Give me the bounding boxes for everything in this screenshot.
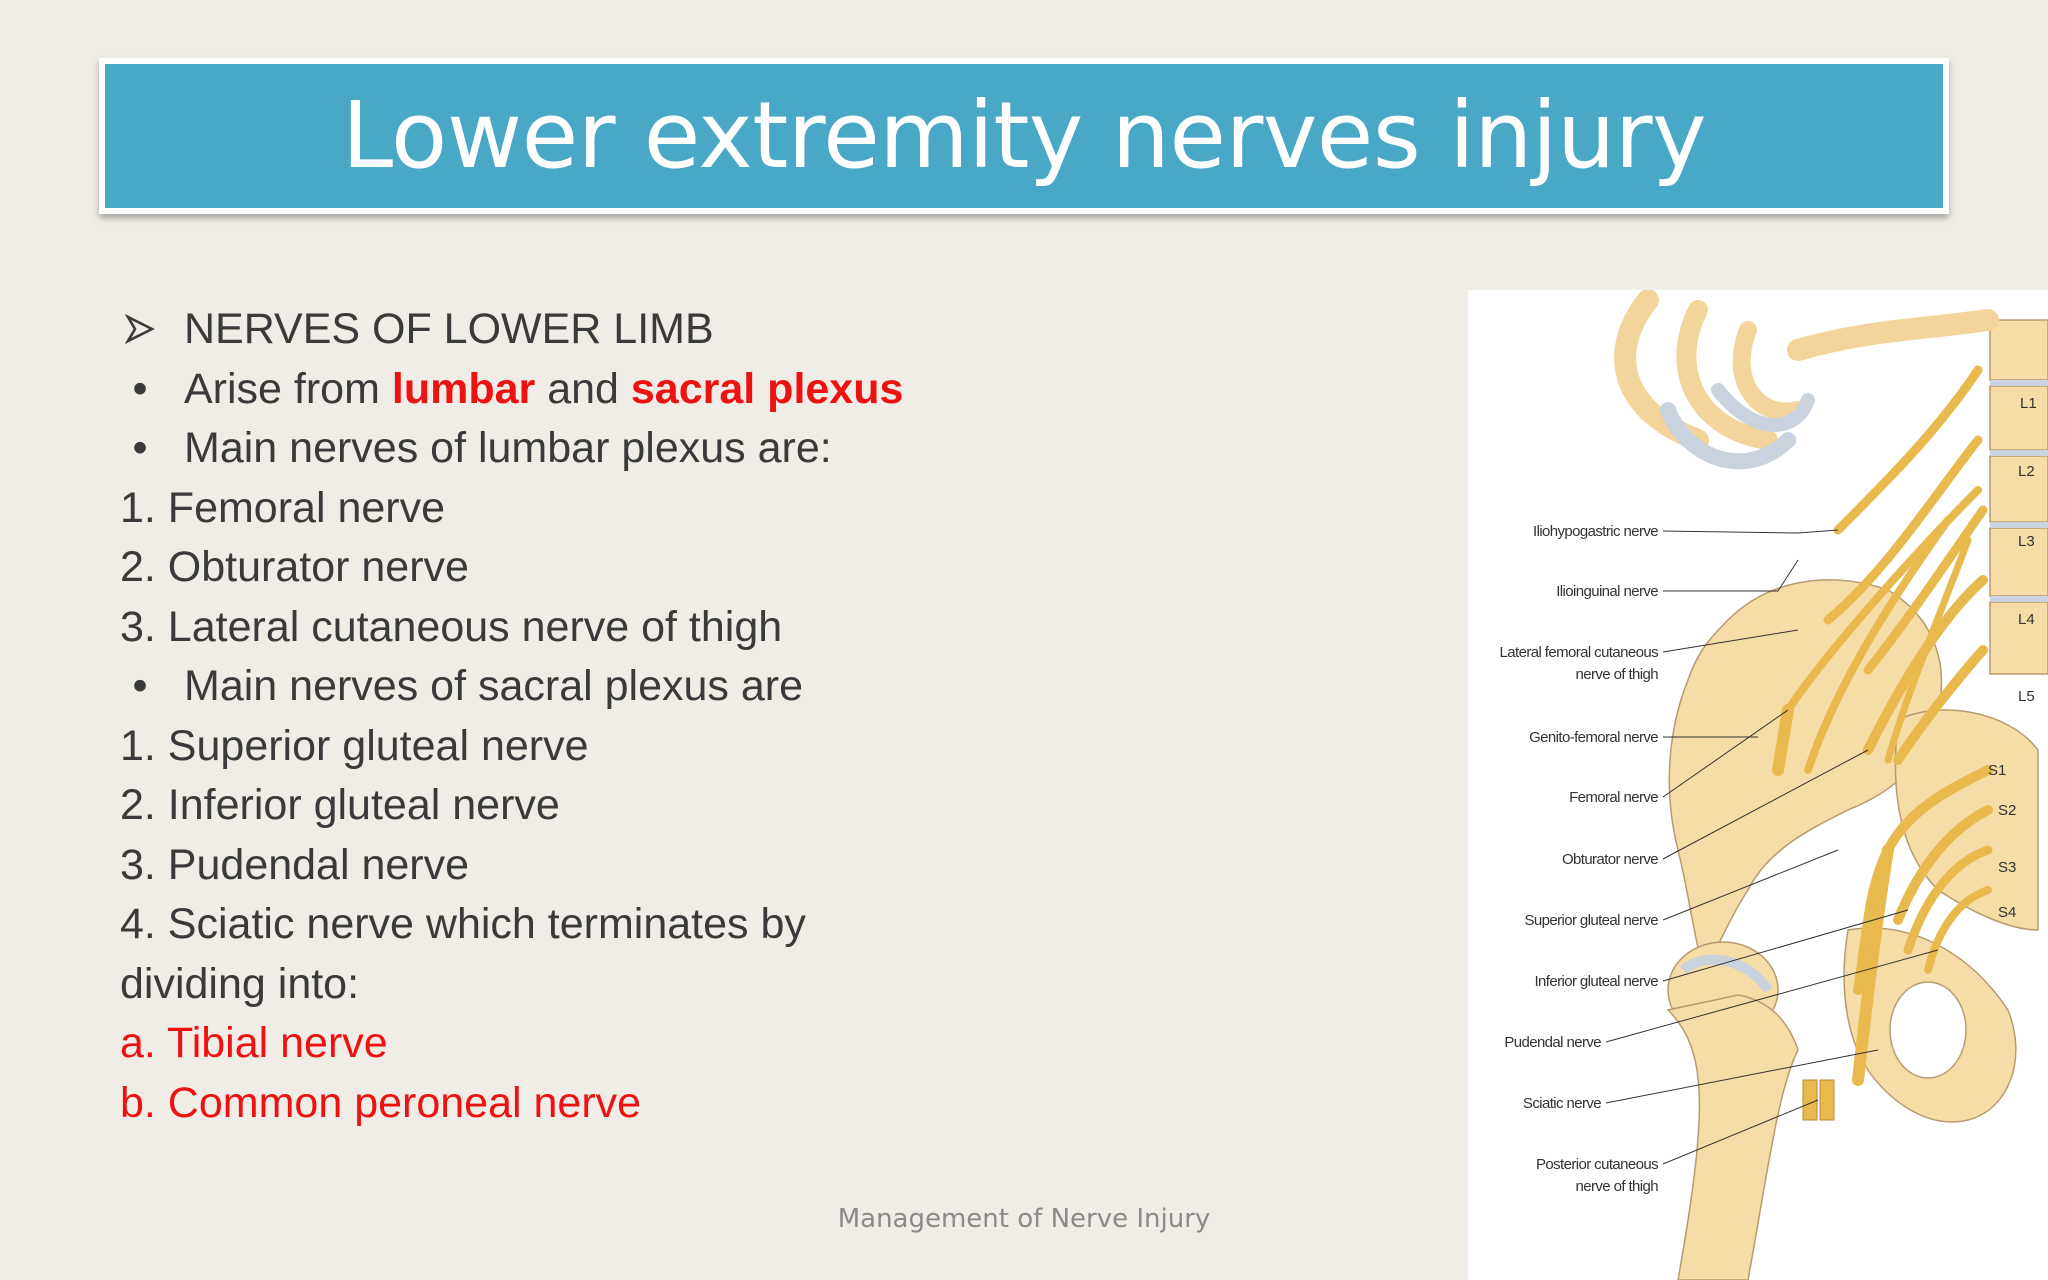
vertebra-label: S4 bbox=[1998, 904, 2017, 921]
section-heading: NERVES OF LOWER LIMB bbox=[184, 305, 714, 353]
vertebra-label: S3 bbox=[1998, 859, 2017, 876]
list-item: 3. Lateral cutaneous nerve of thigh bbox=[120, 602, 783, 651]
list-item: 1. Superior gluteal nerve bbox=[120, 721, 589, 770]
nerve-label: Sciatic nerve bbox=[1522, 1095, 1601, 1112]
arise-line bbox=[120, 360, 1370, 420]
branch-item: a. Tibial nerve bbox=[120, 1019, 388, 1067]
branch-item: b. Common peroneal nerve bbox=[120, 1078, 642, 1127]
lumbar-highlight: lumbar bbox=[391, 364, 536, 413]
nerve-label: Superior gluteal nerve bbox=[1524, 912, 1658, 929]
vertebra-label: L1 bbox=[2020, 395, 2037, 412]
vertebra-label: S2 bbox=[1998, 802, 2017, 819]
lumbosacral-plexus-figure bbox=[1468, 290, 2048, 1280]
nerve-label: Obturator nerve bbox=[1561, 851, 1658, 868]
vertebra-label: L4 bbox=[2018, 611, 2035, 628]
nerve-label: Pudendal nerve bbox=[1504, 1034, 1601, 1051]
vertebra-label: S1 bbox=[1988, 762, 2007, 779]
bullet: • bbox=[132, 662, 148, 710]
list-item: 2. Inferior gluteal nerve bbox=[120, 781, 560, 829]
sciatic-stumps bbox=[1803, 1080, 1834, 1120]
list-item: 2. Obturator nerve bbox=[120, 543, 469, 591]
nerve-label: nerve of thigh bbox=[1575, 666, 1658, 683]
list-item: 1. Femoral nerve bbox=[120, 483, 446, 532]
list-item: dividing into: bbox=[120, 959, 360, 1008]
list-item: 3. Pudendal nerve bbox=[120, 840, 470, 889]
sacral-intro-line bbox=[120, 657, 1370, 717]
nerve-label: Inferior gluteal nerve bbox=[1534, 973, 1658, 990]
nerve-label: Genito-femoral nerve bbox=[1529, 729, 1658, 746]
arise-and: and bbox=[535, 364, 631, 413]
heading-line bbox=[120, 300, 1370, 360]
sacral-intro: Main nerves of sacral plexus are bbox=[184, 662, 804, 710]
bullet: • bbox=[132, 424, 148, 472]
vertebra-label: L5 bbox=[2018, 688, 2035, 705]
bullet: • bbox=[132, 364, 148, 413]
list-item: 4. Sciatic nerve which terminates by bbox=[120, 900, 806, 948]
vertebra-label: L2 bbox=[2018, 463, 2035, 480]
nerve-label: Ilioinguinal nerve bbox=[1556, 583, 1658, 600]
slide-footer: Management of Nerve Injury bbox=[837, 1204, 1211, 1234]
ribs bbox=[1625, 300, 1988, 461]
content-list bbox=[120, 300, 1370, 1133]
plexus-illustration bbox=[1468, 290, 2048, 1280]
arrow-bullet-icon bbox=[120, 300, 160, 360]
obturator-foramen bbox=[1890, 982, 1966, 1078]
nerve-label: Lateral femoral cutaneous bbox=[1499, 644, 1658, 661]
nerve-label: nerve of thigh bbox=[1575, 1178, 1658, 1195]
title-banner bbox=[99, 58, 1949, 214]
arise-prefix: Arise from bbox=[184, 364, 392, 413]
lumbar-intro-line bbox=[120, 419, 1370, 479]
slide-title: Lower extremity nerves injury bbox=[341, 82, 1707, 189]
nerve-label: Iliohypogastric nerve bbox=[1533, 523, 1658, 540]
lumbar-intro: Main nerves of lumbar plexus are: bbox=[184, 424, 832, 472]
vertebra-label: L3 bbox=[2018, 533, 2035, 550]
nerve-label: Femoral nerve bbox=[1569, 789, 1658, 806]
nerve-labels bbox=[1500, 523, 1659, 1195]
sacral-highlight: sacral plexus bbox=[630, 364, 904, 413]
nerve-label: Posterior cutaneous bbox=[1535, 1156, 1658, 1173]
